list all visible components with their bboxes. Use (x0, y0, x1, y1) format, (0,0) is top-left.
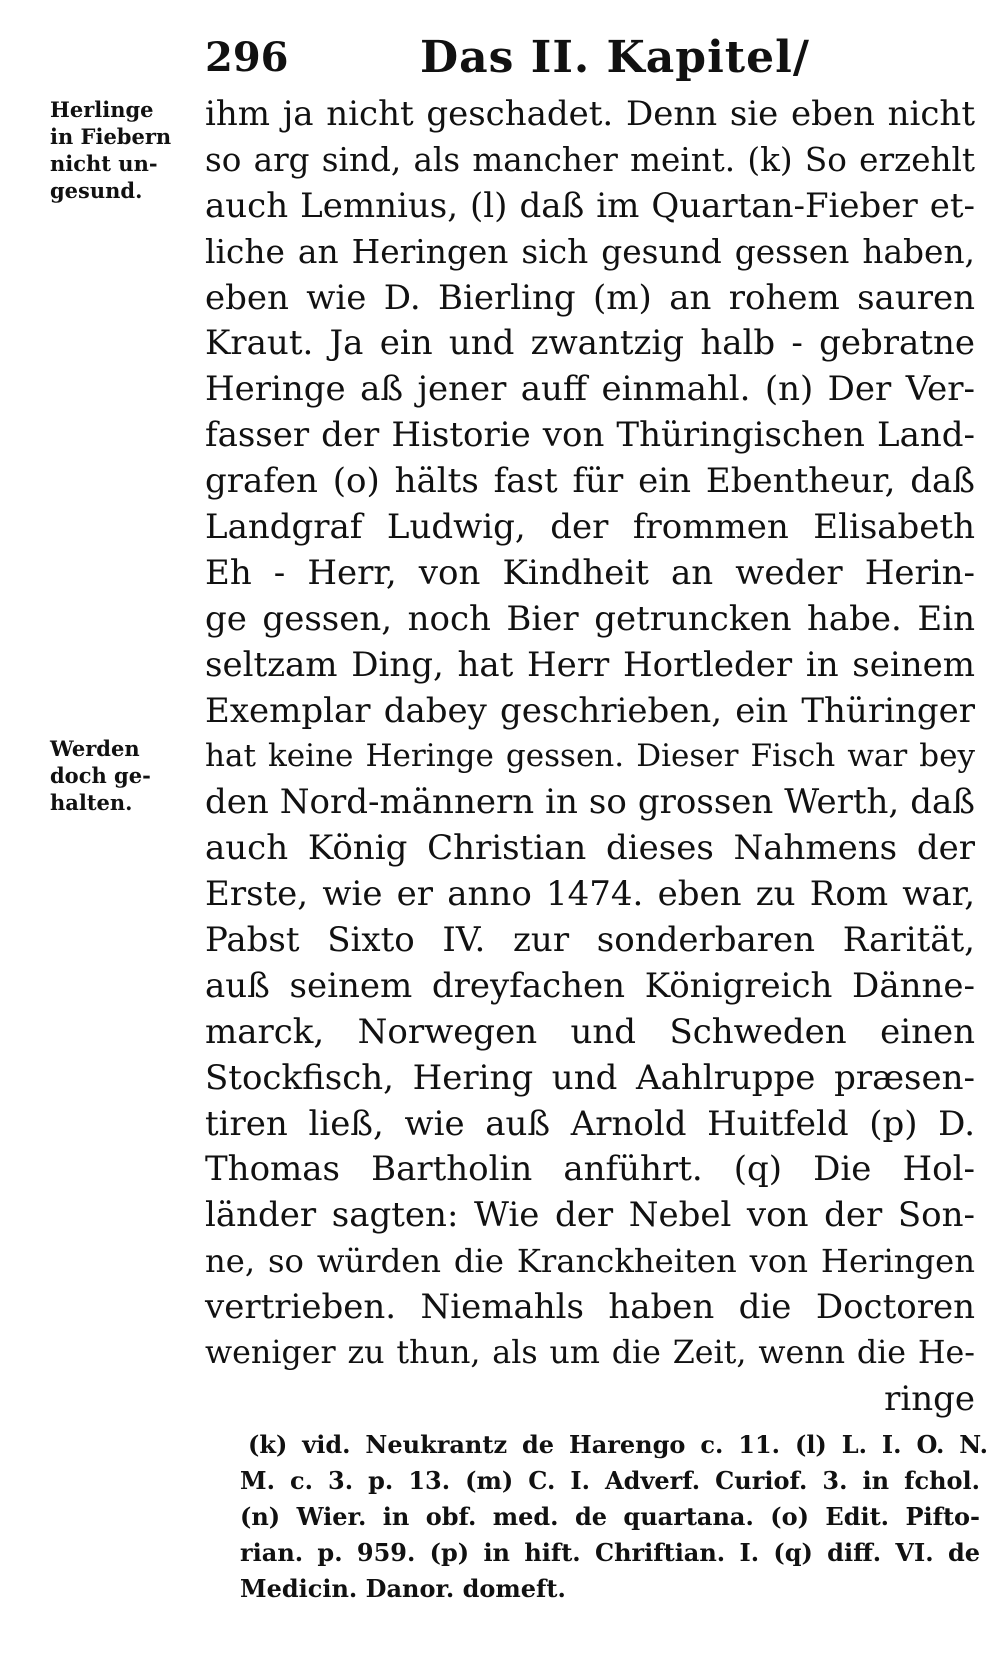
text-line: auß seinem dreyfachen Königreich Dänne- (205, 965, 975, 1006)
text-line: auch König Christian dieses Nahmens der (205, 828, 975, 869)
text-line: Stockfisch, Hering und Aahlruppe præsen- (205, 1057, 975, 1098)
text-line: liche an Heringen sich gesund gessen haben, (205, 232, 975, 271)
marginal-note-line: nicht un- (50, 151, 158, 176)
text-line: marck, Norwegen und Schweden einen (205, 1011, 975, 1052)
marginal-note-line: in Fiebern (50, 124, 172, 149)
footnote-line: rian. p. 959. (p) in hift. Chriftian. I. (q) diff. VI. de (240, 1538, 980, 1567)
marginal-note-line: Werden (50, 736, 140, 761)
page-header (205, 28, 975, 88)
marginal-note-line: halten. (50, 790, 133, 815)
text-line: so arg sind, als mancher meint. (k) So erzehlt (205, 140, 975, 179)
text-line: Eh - Herr, von Kindheit an weder Herin- (205, 552, 975, 593)
text-line: grafen (o) hälts fast für ein Ebentheur, daß (205, 461, 975, 502)
text-line: Kraut. Ja ein und zwantzig halb - gebratne (205, 323, 975, 364)
text-line: Exemplar dabey geschrieben, ein Thüringer (205, 690, 975, 731)
marginal-note-line: doch ge- (50, 763, 151, 788)
text-line: auch Lemnius, (l) daß im Quartan-Fieber et- (205, 185, 975, 226)
catchword: ringe (884, 1378, 975, 1419)
text-line: eben wie D. Bierling (m) an rohem sauren (205, 277, 975, 318)
text-line: Pabst Sixto IV. zur sonderbaren Rarität, (205, 920, 975, 961)
page-number: 296 (205, 34, 289, 81)
footnote-line: (k) vid. Neukrantz de Harengo c. 11. (l) L. I. O. N. (248, 1430, 988, 1459)
text-line: ne, so würden die Kranckheiten von Heringen (205, 1242, 975, 1281)
marginal-note-line: Herlinge (50, 97, 154, 122)
text-line: Erste, wie er anno 1474. eben zu Rom war, (205, 874, 975, 915)
text-line: fasser der Historie von Thüringischen Land- (205, 415, 975, 456)
running-head: Das II. Kapitel/ (420, 32, 810, 83)
text-line: den Nord-männern in so grossen Werth, daß (205, 782, 975, 823)
text-line: vertrieben. Niemahls haben die Doctoren (205, 1287, 975, 1328)
text-line: ge gessen, noch Bier getruncken habe. Ein (205, 598, 975, 639)
text-line: tiren ließ, wie auß Arnold Huitfeld (p) D. (205, 1103, 975, 1144)
text-line: länder sagten: Wie der Nebel von der Son- (205, 1195, 975, 1236)
text-line: Landgraf Ludwig, der frommen Elisabeth (205, 507, 975, 548)
footnote-line: (n) Wier. in obf. med. de quartana. (o) Edit. Pifto- (240, 1502, 980, 1531)
text-line: Thomas Bartholin anführt. (q) Die Hol- (205, 1149, 975, 1190)
main-text-block (205, 92, 975, 1423)
footnote-line: Medicin. Danor. domeft. (240, 1574, 566, 1603)
text-line: seltzam Ding, hat Herr Hortleder in seinem (205, 644, 975, 685)
text-line: ihm ja nicht geschadet. Denn sie eben nicht (205, 94, 975, 134)
text-line: weniger zu thun, als um die Zeit, wenn die He- (205, 1335, 975, 1372)
footnotes (240, 1427, 988, 1607)
text-line: Heringe aß jener auff einmahl. (n) Der Ver- (205, 369, 975, 410)
marginal-note-line: gesund. (50, 178, 143, 203)
marginal-note (50, 735, 210, 816)
text-line: hat keine Heringe gessen. Dieser Fisch war bey (205, 738, 975, 775)
footnote-line: M. c. 3. p. 13. (m) C. I. Adverf. Curiof. 3. in fchol. (240, 1466, 980, 1495)
marginal-note (50, 96, 210, 204)
